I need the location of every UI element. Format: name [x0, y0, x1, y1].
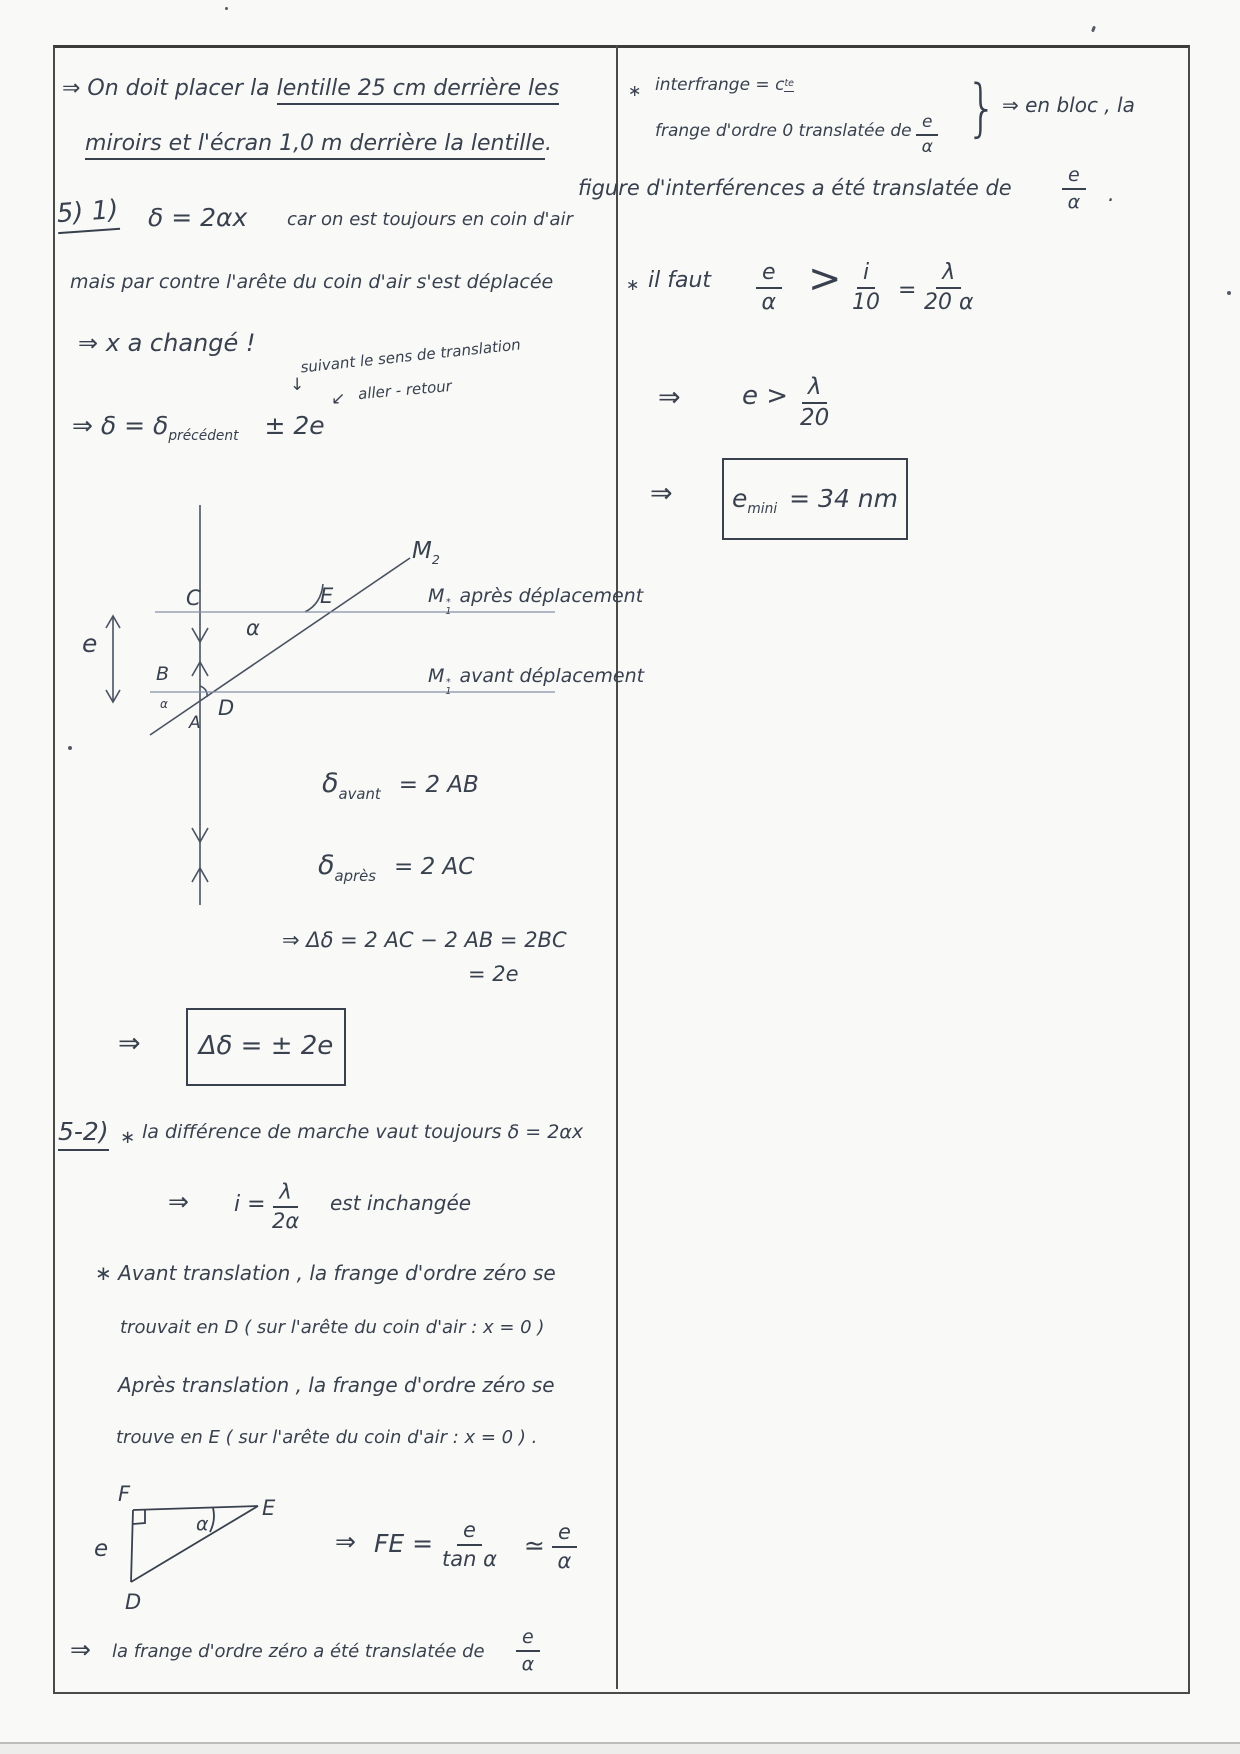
m1b-base: M	[428, 665, 445, 687]
delta-avant-value: = 2 AB	[398, 772, 479, 798]
e-mini-sub: mini	[747, 500, 778, 517]
annotation-sens-translation: suivant le sens de translation	[299, 335, 522, 377]
intro-line-1-underlined: lentille 25 cm derrière les	[277, 76, 560, 105]
frange-ordre0-fraction	[916, 114, 938, 156]
fe-tan-num: e	[457, 1520, 482, 1546]
difference-marche-line: la différence de marche vaut toujours δ = 2αx	[142, 1121, 584, 1143]
column-divider	[616, 45, 618, 1689]
delta-definition: δ = 2αx	[148, 203, 248, 232]
m2-base: M	[412, 538, 432, 564]
delta-reason: car on est toujours en coin d'air	[287, 209, 573, 230]
intro-line-2-dot: .	[544, 131, 552, 156]
gap-e-label: e	[82, 629, 98, 658]
delta-avant-equation	[322, 768, 479, 803]
intro-line-2	[85, 131, 552, 156]
e-condition-num: λ	[802, 376, 828, 404]
figure-translatee-den: α	[1067, 191, 1081, 213]
delta-apres-sub: après	[334, 866, 377, 885]
e-condition-arrow: ⇒	[658, 382, 681, 413]
triangle-e-side-label: e	[94, 1536, 109, 1562]
down-arrow-icon: ↓	[290, 375, 305, 395]
interfrange-num: λ	[273, 1182, 297, 1208]
interfrange-const-star: ∗	[628, 81, 642, 100]
paragraph-trouvait-en-d: trouvait en D ( sur l'arête du coin d'air : x = 0 )	[120, 1317, 545, 1338]
m2-sub: 2	[431, 551, 440, 567]
figure-translatee-line: figure d'interférences a été translatée de	[578, 176, 1012, 200]
paragraph-avant-translation: ∗ Avant translation , la frange d'ordre zéro se	[95, 1261, 556, 1285]
e-condition-pre: e >	[742, 381, 789, 411]
interfrange-i-pre: i =	[234, 1192, 266, 1217]
mirror-m1-apres-label	[428, 586, 643, 616]
section-5-1-label: 5) 1)	[56, 196, 120, 234]
m1b-sub: 1	[445, 686, 452, 698]
delta-precedent-pre: ⇒ δ = δ	[72, 411, 169, 440]
il-faut-f1-den: α	[761, 290, 777, 315]
fe-equation-pre: FE =	[374, 1529, 434, 1558]
interfrange-const-line	[655, 76, 794, 96]
fe-approx-sign: ≃	[524, 1531, 545, 1560]
point-d-label: D	[218, 696, 235, 720]
il-faut-f2-den: 10	[852, 290, 880, 315]
section-5-2-label: 5-2)	[58, 1118, 109, 1151]
conclusion-text: la frange d'ordre zéro a été translatée de	[112, 1641, 485, 1662]
triangle-e-label: E	[262, 1496, 276, 1520]
fe-alpha-num: e	[552, 1522, 577, 1548]
interfrange-arrow: ⇒	[168, 1187, 189, 1216]
il-faut-text: il faut	[648, 268, 712, 293]
m1a-text: après déplacement	[459, 585, 644, 607]
interfrange-const-sup: te	[784, 78, 793, 92]
triangle-f-label: F	[118, 1482, 131, 1506]
conclusion-arrow: ⇒	[70, 1635, 91, 1664]
delta-apres-symbol: δ	[318, 850, 335, 881]
mirror-m2-label	[412, 538, 440, 567]
m1b-text: avant déplacement	[459, 665, 645, 687]
delta-difference-result: = 2e	[468, 962, 519, 986]
m1a-base: M	[428, 585, 445, 607]
conclusion-num: e	[516, 1628, 540, 1652]
scan-speck	[1091, 26, 1096, 33]
scan-speck	[68, 746, 72, 750]
x-a-change-line: ⇒ x a changé !	[78, 329, 256, 357]
delta-precedent-equation	[72, 411, 325, 445]
paragraph-apres-translation: Après translation , la frange d'ordre zéro se	[118, 1373, 555, 1397]
il-faut-f3-num: λ	[936, 262, 961, 289]
conclusion-den: α	[521, 1653, 535, 1675]
intro-line-1-pre: ⇒ On doit placer la	[62, 76, 277, 101]
figure-translatee-fraction	[1062, 166, 1086, 212]
fe-equation-arrow: ⇒	[335, 1527, 356, 1556]
mirror-m1-avant-label	[428, 666, 644, 696]
fe-tan-den: tan α	[442, 1547, 497, 1571]
delta-apres-value: = 2 AC	[394, 854, 475, 880]
frange-ordre0-line: frange d'ordre 0 translatée de	[655, 121, 912, 141]
il-faut-f3-den: 20 α	[924, 290, 974, 315]
scan-speck	[225, 7, 228, 10]
paragraph-trouve-en-e: trouve en E ( sur l'arête du coin d'air : x = 0 ) .	[116, 1427, 538, 1448]
brace-icon: }	[965, 71, 998, 144]
delta-difference-line: ⇒ Δδ = 2 AC − 2 AB = 2BC	[282, 928, 567, 952]
il-faut-fraction-3	[924, 262, 974, 314]
interfrange-tail: est inchangée	[330, 1191, 472, 1215]
delta-apres-equation	[318, 850, 475, 885]
figure-translatee-dot: .	[1108, 182, 1115, 206]
conclusion-fraction	[516, 1628, 540, 1674]
arete-deplacee-line: mais par contre l'arête du coin d'air s'est déplacée	[70, 271, 554, 293]
e-mini-arrow: ⇒	[650, 478, 673, 509]
section-5-2-star: ∗	[120, 1127, 136, 1148]
fe-alpha-den: α	[557, 1549, 572, 1573]
boxed-e-mini	[722, 458, 908, 540]
annotation-aller-retour: aller - retour	[357, 376, 453, 404]
intro-line-2-underlined: miroirs et l'écran 1,0 m derrière la lentille	[85, 131, 545, 160]
delta-precedent-post: ± 2e	[264, 411, 325, 440]
fe-fraction-tan	[442, 1520, 497, 1570]
triangle-alpha-label: α	[196, 1513, 209, 1535]
m1b-sup: *	[446, 677, 451, 689]
alpha-small-angle-label: α	[160, 697, 168, 711]
m1a-sub: 1	[445, 606, 452, 618]
boxed-delta-result	[186, 1008, 346, 1086]
scan-speck	[1227, 291, 1231, 295]
point-a-label: A	[189, 713, 201, 733]
il-faut-equals: =	[898, 278, 917, 303]
alpha-angle-label: α	[246, 616, 260, 640]
point-c-label: C	[186, 586, 201, 610]
delta-precedent-sub: précédent	[168, 428, 239, 445]
il-faut-fraction-2	[852, 262, 880, 314]
boxed-delta-text: Δδ = ± 2e	[198, 1031, 334, 1062]
interfrange-const-pre: interfrange = c	[655, 75, 785, 95]
frange-ordre0-num: e	[916, 114, 938, 136]
intro-line-1	[62, 76, 559, 101]
point-b-label: B	[156, 663, 170, 685]
figure-translatee-num: e	[1062, 166, 1086, 190]
triangle-d-label: D	[125, 1590, 142, 1614]
boxed-result-arrow: ⇒	[118, 1028, 141, 1059]
il-faut-f2-num: i	[857, 262, 875, 289]
il-faut-star: ∗	[626, 275, 640, 294]
interfrange-den: 2α	[272, 1209, 300, 1233]
point-e-label: E	[320, 584, 334, 608]
southwest-arrow-icon: ↙	[331, 389, 346, 409]
fe-fraction-alpha	[552, 1522, 577, 1572]
interfrange-fraction	[272, 1182, 299, 1232]
e-mini-value: = 34 nm	[789, 483, 898, 513]
greater-than-sign: >	[808, 256, 842, 302]
il-faut-fraction-1	[756, 262, 782, 314]
en-bloc-line: ⇒ en bloc , la	[1002, 93, 1135, 117]
il-faut-f1-num: e	[756, 262, 782, 289]
e-mini-base: e	[732, 483, 748, 513]
frange-ordre0-den: α	[921, 137, 933, 157]
m1a-sup: *	[446, 597, 451, 609]
e-condition-fraction	[800, 376, 829, 430]
delta-avant-sub: avant	[338, 784, 381, 803]
delta-avant-symbol: δ	[322, 768, 339, 799]
scan-edge-band	[0, 1744, 1240, 1754]
e-condition-den: 20	[800, 405, 830, 431]
